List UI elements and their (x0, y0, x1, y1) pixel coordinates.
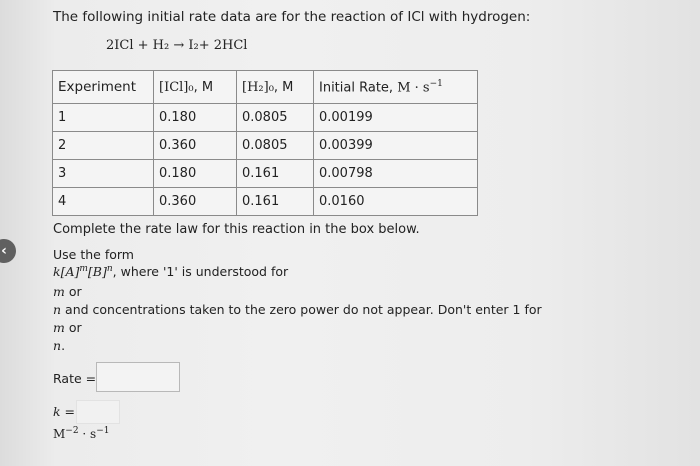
table-row (53, 104, 478, 132)
cell-experiment: 4 (53, 188, 154, 216)
cell-icl: 0.360 (154, 132, 237, 160)
table-row (53, 188, 478, 216)
n-zero-power-note: n and concentrations taken to the zero power do not appear. Don't enter 1 for (53, 302, 542, 317)
cell-h2: 0.161 (237, 160, 314, 188)
cell-experiment: 1 (53, 104, 154, 132)
cell-h2: 0.0805 (237, 104, 314, 132)
cell-experiment: 3 (53, 160, 154, 188)
question-intro: The following initial rate data are for the reaction of ICl with hydrogen: (53, 9, 531, 25)
cell-h2: 0.0805 (237, 132, 314, 160)
k-label: k = (53, 404, 76, 419)
cell-icl: 0.180 (154, 104, 237, 132)
rate-label: Rate = (53, 371, 97, 386)
header-h2-concentration: [H₂]₀, M (237, 71, 314, 104)
k-units: $M^{-2} \cdot s^{-1}$ (53, 426, 110, 441)
header-icl-concentration: [ICl]₀, M (154, 71, 237, 104)
n-period-line: n. (53, 338, 66, 353)
table-header-row (53, 71, 478, 104)
cell-icl: 0.180 (154, 160, 237, 188)
m-or-line-2: m or (53, 320, 82, 335)
cell-rate: 0.00199 (314, 104, 478, 132)
k-value-input[interactable] (76, 400, 120, 424)
reaction-equation: 2ICl + H₂ → I₂+ 2HCl (106, 38, 248, 53)
cell-h2: 0.161 (237, 188, 314, 216)
cell-experiment: 2 (53, 132, 154, 160)
previous-question-tab[interactable] (0, 239, 16, 263)
cell-rate: 0.00399 (314, 132, 478, 160)
instruction-complete: Complete the rate law for this reaction in the box below. (53, 222, 420, 237)
cell-icl: 0.360 (154, 188, 237, 216)
table-row (53, 160, 478, 188)
cell-rate: 0.00798 (314, 160, 478, 188)
header-initial-rate: Initial Rate, $M \cdot s^{-1}$ (314, 71, 478, 104)
chevron-left-icon: ‹ (1, 243, 7, 259)
m-or-line: m or (53, 284, 82, 299)
rate-law-input[interactable] (96, 362, 180, 392)
header-experiment: Experiment (53, 71, 154, 104)
rate-data-table (52, 70, 478, 216)
table-row (53, 132, 478, 160)
rate-law-form: $k[A]^m[B]^n$, where '1' is understood for (53, 264, 289, 280)
cell-rate: 0.0160 (314, 188, 478, 216)
instruction-use-form: Use the form (53, 247, 134, 262)
